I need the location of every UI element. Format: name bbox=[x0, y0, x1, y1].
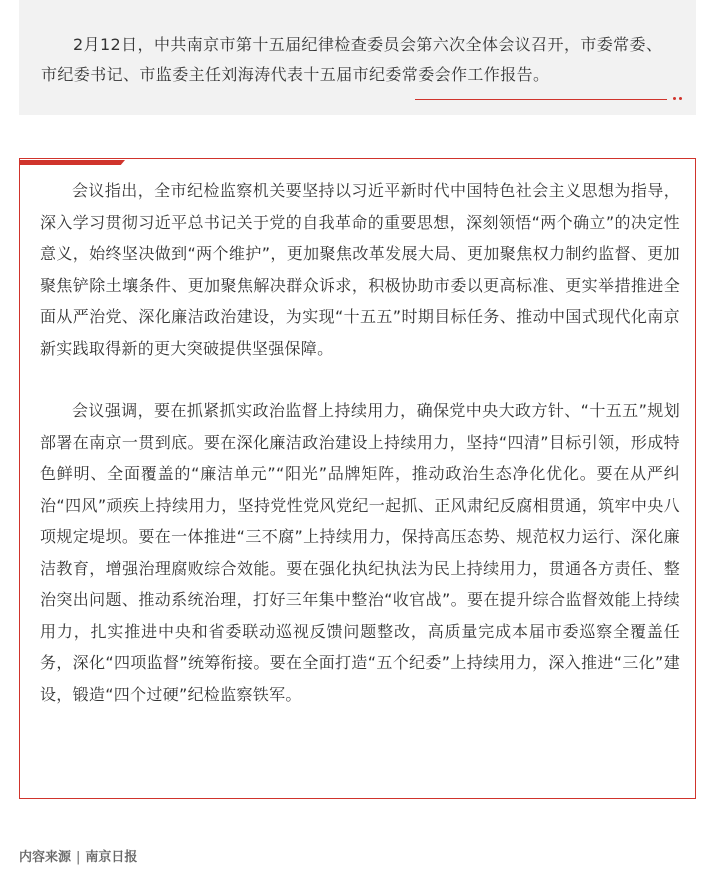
article-content bbox=[40, 175, 680, 710]
paragraph-spacer bbox=[40, 364, 680, 395]
dot-decoration bbox=[673, 97, 676, 100]
summary-dots-decoration bbox=[671, 96, 685, 102]
summary-text: 2月12日，中共南京市第十五届纪律检查委员会第六次全体会议召开，市委常委、市纪委书记、市监委主任刘海涛代表十五届市纪委常委会作工作报告。 bbox=[41, 35, 663, 84]
dot-decoration bbox=[679, 97, 682, 100]
content-source bbox=[19, 846, 137, 865]
source-label: 内容来源 bbox=[19, 850, 72, 865]
source-separator: | bbox=[76, 850, 81, 865]
article-accent-bar bbox=[19, 160, 125, 165]
article-paragraph-2: 会议强调，要在抓紧抓实政治监督上持续用力，确保党中央大政方针、“十五五”规划部署在南京一贯到底。要在深化廉洁政治建设上持续用力，坚持“四清”目标引领，形成特色鲜明、全面覆盖的“廉洁单元”“阳光”品牌矩阵，推动政治生态净化优化。要在从严纠治“四风”顽疾上持续用力，坚持党性党风党纪一起抓、正风肃纪反腐相贯通，筑牢中央八项规定堤坝。要在一体推进“三不腐”上持续用力，保持高压态势、规范权力运行、深化廉洁教育，增强治理腐败综合效能。要在强化执纪执法为民上持续用力，贯通各方责任、整治突出问题、推动系统治理，打好三年集中整治“收官战”。要在提升综合监督效能上持续用力，扎实推进中央和省委联动巡视反馈问题整改，高质量完成本届市委巡察全覆盖任务，深化“四项监督”统筹衔接。要在全面打造“五个纪委”上持续用力，深入推进“三化”建设，锻造“四个过硬”纪检监察铁军。 bbox=[40, 401, 680, 704]
summary-divider-line bbox=[415, 99, 667, 100]
summary-box bbox=[19, 0, 696, 115]
source-name: 南京日报 bbox=[85, 850, 138, 865]
article-paragraph-1: 会议指出，全市纪检监察机关要坚持以习近平新时代中国特色社会主义思想为指导，深入学习贯彻习近平总书记关于党的自我革命的重要思想，深刻领悟“两个确立”的决定性意义，始终坚决做到“两个维护”，更加聚焦改革发展大局、更加聚焦权力制约监督、更加聚焦铲除土壤条件、更加聚焦解决群众诉求，积极协助市委以更高标准、更实举措推进全面从严治党、深化廉洁政治建设，为实现“十五五”时期目标任务、推动中国式现代化南京新实践取得新的更大突破提供坚强保障。 bbox=[40, 181, 680, 358]
